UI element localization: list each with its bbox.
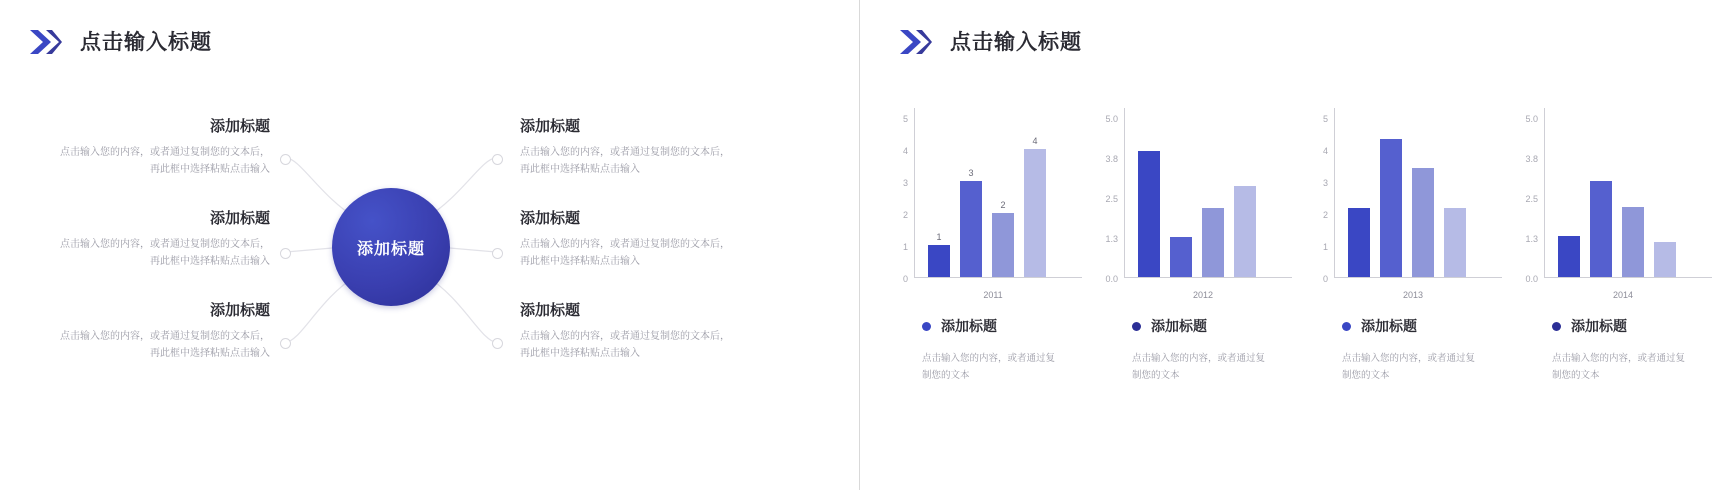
node-description: 点击输入您的内容，或者通过复制您的文本后，再此框中选择粘贴点击输入 <box>60 147 270 175</box>
y-tick: 0 <box>902 274 908 284</box>
legend-label: 添加标题 <box>1151 318 1207 334</box>
y-tick: 4 <box>1322 146 1328 156</box>
chart-description: 点击输入您的内容，或者通过复制您的文本 <box>1132 353 1266 382</box>
chart-description: 点击输入您的内容，或者通过复制您的文本 <box>922 353 1056 382</box>
x-axis-label: 2011 <box>983 290 1003 300</box>
y-tick: 3.8 <box>1105 154 1118 164</box>
mindmap-node-6[interactable] <box>520 302 730 362</box>
y-tick: 5.0 <box>1525 114 1538 124</box>
x-axis-label: 2014 <box>1612 290 1634 300</box>
connector-dot <box>280 154 291 165</box>
node-title: 添加标题 <box>520 118 581 135</box>
bar[interactable] <box>1412 168 1434 277</box>
page-title: 点击输入标题 <box>80 30 212 54</box>
bar[interactable] <box>928 232 950 277</box>
y-tick: 5.0 <box>1105 114 1118 124</box>
chart-block-4 <box>1510 108 1720 384</box>
mindmap-center-node[interactable]: 添加标题 <box>332 188 450 306</box>
legend-label: 添加标题 <box>941 318 997 334</box>
y-tick: 2.5 <box>1105 194 1118 204</box>
bar-value: 1 <box>936 232 942 242</box>
chart-legend-1 <box>922 316 1082 336</box>
arrow-right-icon <box>28 25 62 59</box>
node-title: 添加标题 <box>209 118 270 135</box>
y-tick: 0.0 <box>1525 274 1538 284</box>
y-tick: 5 <box>902 114 908 124</box>
legend-dot-icon <box>1342 322 1351 331</box>
slide-charts <box>860 0 1720 490</box>
x-axis <box>1544 277 1712 278</box>
bar[interactable] <box>1024 136 1046 277</box>
connector-dot <box>280 248 291 259</box>
bar-value: 3 <box>968 168 974 178</box>
y-axis <box>914 108 915 278</box>
y-tick: 0 <box>1322 274 1328 284</box>
y-tick: 1.3 <box>1105 234 1118 244</box>
legend-dot-icon <box>1132 322 1141 331</box>
bar-group <box>1138 117 1256 277</box>
page-title: 点击输入标题 <box>950 30 1082 54</box>
chart-block-3 <box>1300 108 1510 384</box>
node-description: 点击输入您的内容，或者通过复制您的文本后，再此框中选择粘贴点击输入 <box>520 239 730 267</box>
bar-chart-2 <box>1105 108 1286 300</box>
y-tick: 0.0 <box>1105 274 1118 284</box>
chart-legend-3 <box>1342 316 1502 336</box>
legend-label: 添加标题 <box>1361 318 1417 334</box>
bar-chart-4 <box>1525 108 1706 300</box>
bar[interactable] <box>1590 181 1612 277</box>
bar[interactable] <box>1380 139 1402 277</box>
bar[interactable] <box>1444 208 1466 277</box>
y-tick: 3 <box>902 178 908 188</box>
y-tick: 2 <box>902 210 908 220</box>
y-tick: 5 <box>1322 114 1328 124</box>
node-description: 点击输入您的内容，或者通过复制您的文本后，再此框中选择粘贴点击输入 <box>60 331 270 359</box>
y-axis <box>1334 108 1335 278</box>
connector-dot <box>492 338 503 349</box>
bar[interactable] <box>960 168 982 277</box>
connector-dot <box>280 338 291 349</box>
y-tick: 1.3 <box>1525 234 1538 244</box>
bar[interactable] <box>1138 151 1160 277</box>
connector-dot <box>492 248 503 259</box>
chart-block-1 <box>880 108 1090 384</box>
x-axis <box>914 277 1082 278</box>
mindmap-node-5[interactable] <box>520 210 730 270</box>
arrow-right-icon <box>898 25 932 59</box>
y-tick: 4 <box>902 146 908 156</box>
node-title: 添加标题 <box>209 210 270 227</box>
y-tick: 3 <box>1322 178 1328 188</box>
slide-header-left <box>28 22 212 62</box>
chart-block-2 <box>1090 108 1300 384</box>
chart-description: 点击输入您的内容，或者通过复制您的文本 <box>1552 353 1686 382</box>
legend-dot-icon <box>922 322 931 331</box>
connector-dot <box>492 154 503 165</box>
chart-legend-4 <box>1552 316 1712 336</box>
y-tick: 2 <box>1322 210 1328 220</box>
node-title: 添加标题 <box>520 302 581 319</box>
bar-group <box>1348 117 1466 277</box>
legend-label: 添加标题 <box>1571 318 1627 334</box>
bar-chart-3 <box>1322 108 1496 300</box>
bar[interactable] <box>992 200 1014 277</box>
node-description: 点击输入您的内容，或者通过复制您的文本后，再此框中选择粘贴点击输入 <box>520 147 730 175</box>
chart-legend-2 <box>1132 316 1292 336</box>
x-axis-label: 2013 <box>1402 290 1424 300</box>
node-description: 点击输入您的内容，或者通过复制您的文本后，再此框中选择粘贴点击输入 <box>520 331 730 359</box>
bar[interactable] <box>1234 186 1256 277</box>
bar[interactable] <box>1622 207 1644 277</box>
node-description: 点击输入您的内容，或者通过复制您的文本后，再此框中选择粘贴点击输入 <box>60 239 270 267</box>
bar[interactable] <box>1654 242 1676 277</box>
y-tick: 1 <box>902 242 908 252</box>
bar-group <box>1558 117 1676 277</box>
mindmap-node-1[interactable] <box>60 118 270 178</box>
mindmap-node-2[interactable] <box>60 210 270 270</box>
bar[interactable] <box>1348 208 1370 277</box>
legend-dot-icon <box>1552 322 1561 331</box>
mindmap <box>0 100 860 400</box>
node-title: 添加标题 <box>209 302 270 319</box>
chart-description: 点击输入您的内容，或者通过复制您的文本 <box>1342 353 1476 382</box>
y-tick: 1 <box>1322 242 1328 252</box>
x-axis <box>1334 277 1502 278</box>
y-tick: 2.5 <box>1525 194 1538 204</box>
y-axis <box>1124 108 1125 278</box>
charts-row <box>880 108 1720 384</box>
node-title: 添加标题 <box>520 210 581 227</box>
y-tick: 3.8 <box>1525 154 1538 164</box>
x-axis-label: 2012 <box>1192 290 1214 300</box>
mindmap-node-3[interactable] <box>60 302 270 362</box>
bar[interactable] <box>1558 236 1580 277</box>
bar[interactable] <box>1170 237 1192 277</box>
bar-value: 2 <box>1000 200 1006 210</box>
x-axis <box>1124 277 1292 278</box>
bar[interactable] <box>1202 208 1224 277</box>
bar-group <box>928 117 1046 277</box>
y-axis <box>1544 108 1545 278</box>
mindmap-node-4[interactable] <box>520 118 730 178</box>
slide-header-right <box>898 22 1082 62</box>
bar-value: 4 <box>1032 136 1038 146</box>
bar-chart-1 <box>902 108 1076 300</box>
